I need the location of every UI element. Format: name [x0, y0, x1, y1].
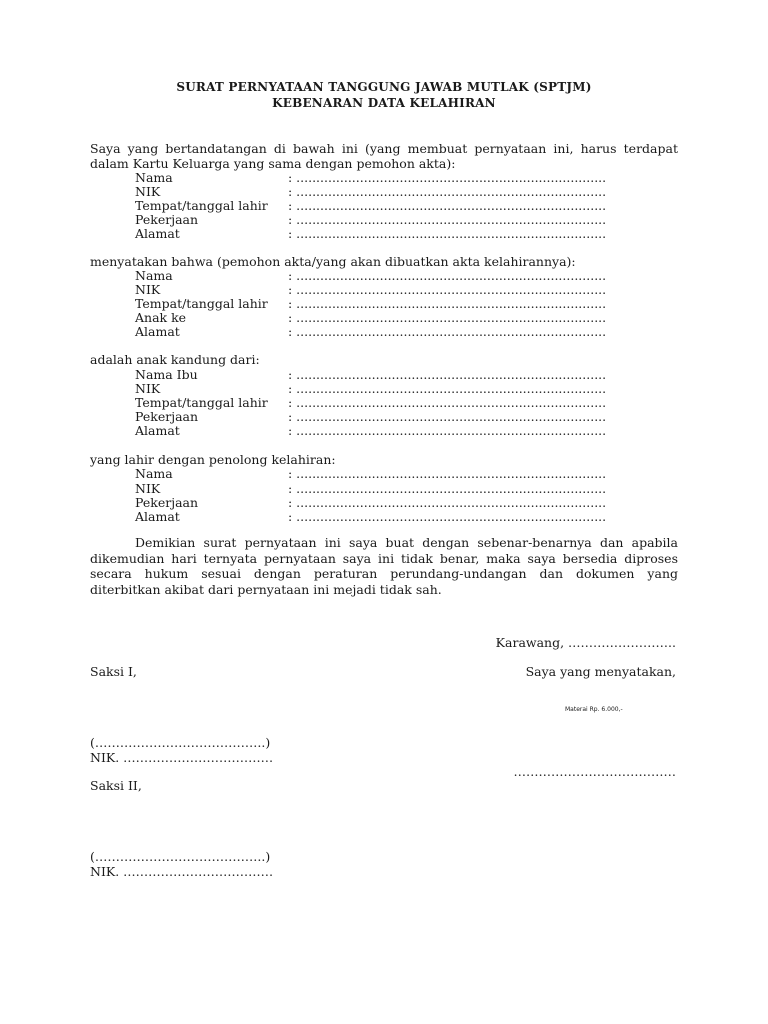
field-value: : ..............................................................................: [288, 395, 607, 410]
field-value: : ..............................................................................: [288, 310, 607, 325]
field-label: Tempat/tanggal lahir: [135, 395, 268, 410]
document-title: SURAT PERNYATAAN TANGGUNG JAWAB MUTLAK (SPTJM): [176, 80, 592, 94]
field-value: : ..............................................................................: [288, 509, 607, 524]
saksi1-name: (…………………………………..): [90, 735, 271, 750]
field-label: Alamat: [135, 226, 180, 241]
field-value: : ..............................................................................: [288, 198, 607, 213]
field-label: Nama: [135, 466, 173, 481]
field-label: NIK: [135, 282, 161, 297]
intro-paragraph: Saya yang bertandatangan di bawah ini (yang membuat pernyataan ini, harus terdapat dalam Kartu Keluarga yang sama dengan pemohon akta):: [90, 141, 678, 171]
meterai-note: Materai Rp. 6.000,-: [565, 706, 623, 713]
field-label: Nama: [135, 268, 173, 283]
field-value: : ..............................................................................: [288, 423, 607, 438]
field-value: : ..............................................................................: [288, 212, 607, 227]
saksi1-label: Saksi I,: [90, 664, 137, 679]
field-label: Nama Ibu: [135, 367, 198, 382]
field-label: Pekerjaan: [135, 495, 199, 510]
saksi2-name: (…………………………………..): [90, 849, 271, 864]
field-value: : ..............................................................................: [288, 268, 607, 283]
field-label: Pekerjaan: [135, 409, 199, 424]
place-date: Karawang, ……………………..: [495, 635, 676, 650]
field-label: Pekerjaan: [135, 212, 199, 227]
field-label: Alamat: [135, 423, 180, 438]
field-value: : ..............................................................................: [288, 481, 607, 496]
field-label: NIK: [135, 381, 161, 396]
field-label: Nama: [135, 170, 173, 185]
field-value: : ..............................................................................: [288, 409, 607, 424]
field-value: : ..............................................................................: [288, 466, 607, 481]
field-value: : ..............................................................................: [288, 226, 607, 241]
field-label: NIK: [135, 481, 161, 496]
field-value: : ..............................................................................: [288, 296, 607, 311]
saksi2-nik: NIK. ………………………………: [90, 864, 274, 879]
declarant-label: Saya yang menyatakan,: [525, 664, 676, 679]
field-label: Anak ke: [135, 310, 187, 325]
field-label: Alamat: [135, 324, 180, 339]
document-subtitle: KEBENARAN DATA KELAHIRAN: [272, 96, 496, 110]
field-label: Alamat: [135, 509, 180, 524]
section-heading: adalah anak kandung dari:: [90, 352, 260, 367]
field-value: : ..............................................................................: [288, 381, 607, 396]
saksi2-label: Saksi II,: [90, 778, 142, 793]
field-value: : ..............................................................................: [288, 184, 607, 199]
field-label: Tempat/tanggal lahir: [135, 296, 268, 311]
field-value: : ..............................................................................: [288, 495, 607, 510]
field-label: NIK: [135, 184, 161, 199]
saksi1-nik: NIK. ………………………………: [90, 750, 274, 765]
field-value: : ..............................................................................: [288, 170, 607, 185]
section-heading: yang lahir dengan penolong kelahiran:: [90, 452, 336, 467]
field-value: : ..............................................................................: [288, 324, 607, 339]
field-value: : ..............................................................................: [288, 282, 607, 297]
field-value: : ..............................................................................: [288, 367, 607, 382]
declarant-signature-line: …………………………………: [513, 764, 676, 779]
field-label: Tempat/tanggal lahir: [135, 198, 268, 213]
closing-paragraph: Demikian surat pernyataan ini saya buat dengan sebenar-benarnya dan apabila dikemudian hari ternyata pernyataan saya ini tidak benar, maka saya bersedia diproses secara hukum sesuai dengan peraturan perundang-undangan dan dokumen yang diterbitkan akibat dari pernyataan ini mejadi tidak sah.: [90, 535, 678, 597]
section-heading: menyatakan bahwa (pemohon akta/yang akan dibuatkan akta kelahirannya):: [90, 254, 576, 269]
